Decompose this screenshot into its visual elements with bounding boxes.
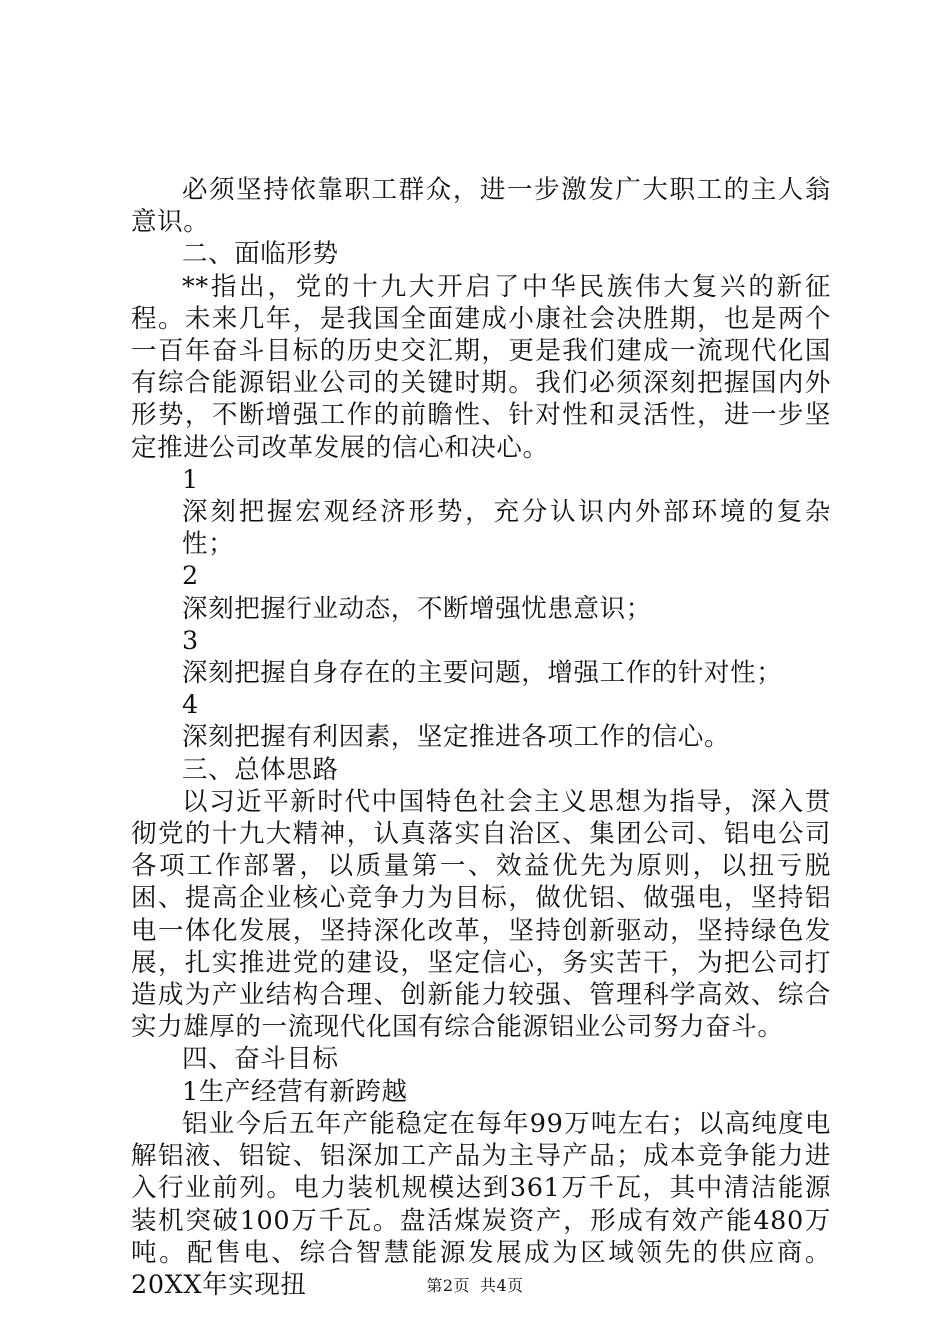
list-item: 深刻把握宏观经济形势，充分认识内外部环境的复杂性；: [182, 497, 831, 560]
section-heading: 二、面临形势: [182, 239, 339, 270]
paragraph: 必须坚持依靠职工群众，进一步激发广大职工的主人翁意识。: [131, 175, 831, 238]
list-item: 深刻把握自身存在的主要问题，增强工作的针对性；: [182, 658, 783, 689]
section-heading: 三、总体思路: [182, 754, 339, 785]
list-item: 深刻把握行业动态，不断增强忧患意识；: [182, 593, 652, 624]
list-number: 4: [182, 690, 199, 721]
paragraph: **指出，党的十九大开启了中华民族伟大复兴的新征程。未来几年，是我国全面建成小康社会决胜期，也是两个一百年奋斗目标的历史交汇期，更是我们建成一流现代化国有综合能源铝业公司的关键时期。我们必须深刻把握国内外形势，不断增强工作的前瞻性、针对性和灵活性，进一步坚定推进公司改革发展的信心和决心。: [131, 271, 831, 463]
subsection-heading: 1生产经营有新跨越: [182, 1076, 408, 1107]
list-number: 1: [182, 464, 199, 495]
list-number: 2: [182, 561, 199, 592]
list-item: 深刻把握有利因素，坚定推进各项工作的信心。: [182, 722, 731, 753]
document-body: [131, 174, 831, 1301]
paragraph: 铝业今后五年产能稳定在每年99万吨左右；以高纯度电解铝液、铝锭、铝深加工产品为主导产品；成本竞争能力进入行业前列。电力装机规模达到361万千瓦，其中清洁能源装机突破100万千瓦。盘活煤炭资产，形成有效产能480万吨。配售电、综合智慧能源发展成为区域领先的供应商。20XX年实现扭: [131, 1108, 831, 1300]
page-footer: [0, 1273, 950, 1296]
list-number: 3: [182, 625, 199, 656]
paragraph: 以习近平新时代中国特色社会主义思想为指导，深入贯彻党的十九大精神，认真落实自治区、集团公司、铝电公司各项工作部署，以质量第一、效益优先为原则，以扭亏脱困、提高企业核心竞争力为目标，做优铝、做强电，坚持铝电一体化发展，坚持深化改革，坚持创新驱动，坚持绿色发展，扎实推进党的建设，坚定信心，务实苦干，为把公司打造成为产业结构合理、创新能力较强、管理科学高效、综合实力雄厚的一流现代化国有综合能源铝业公司努力奋斗。: [131, 786, 831, 1043]
page-number: 第2页: [426, 1276, 470, 1295]
page-total: 共4页: [480, 1276, 524, 1295]
section-heading: 四、奋斗目标: [182, 1044, 339, 1075]
